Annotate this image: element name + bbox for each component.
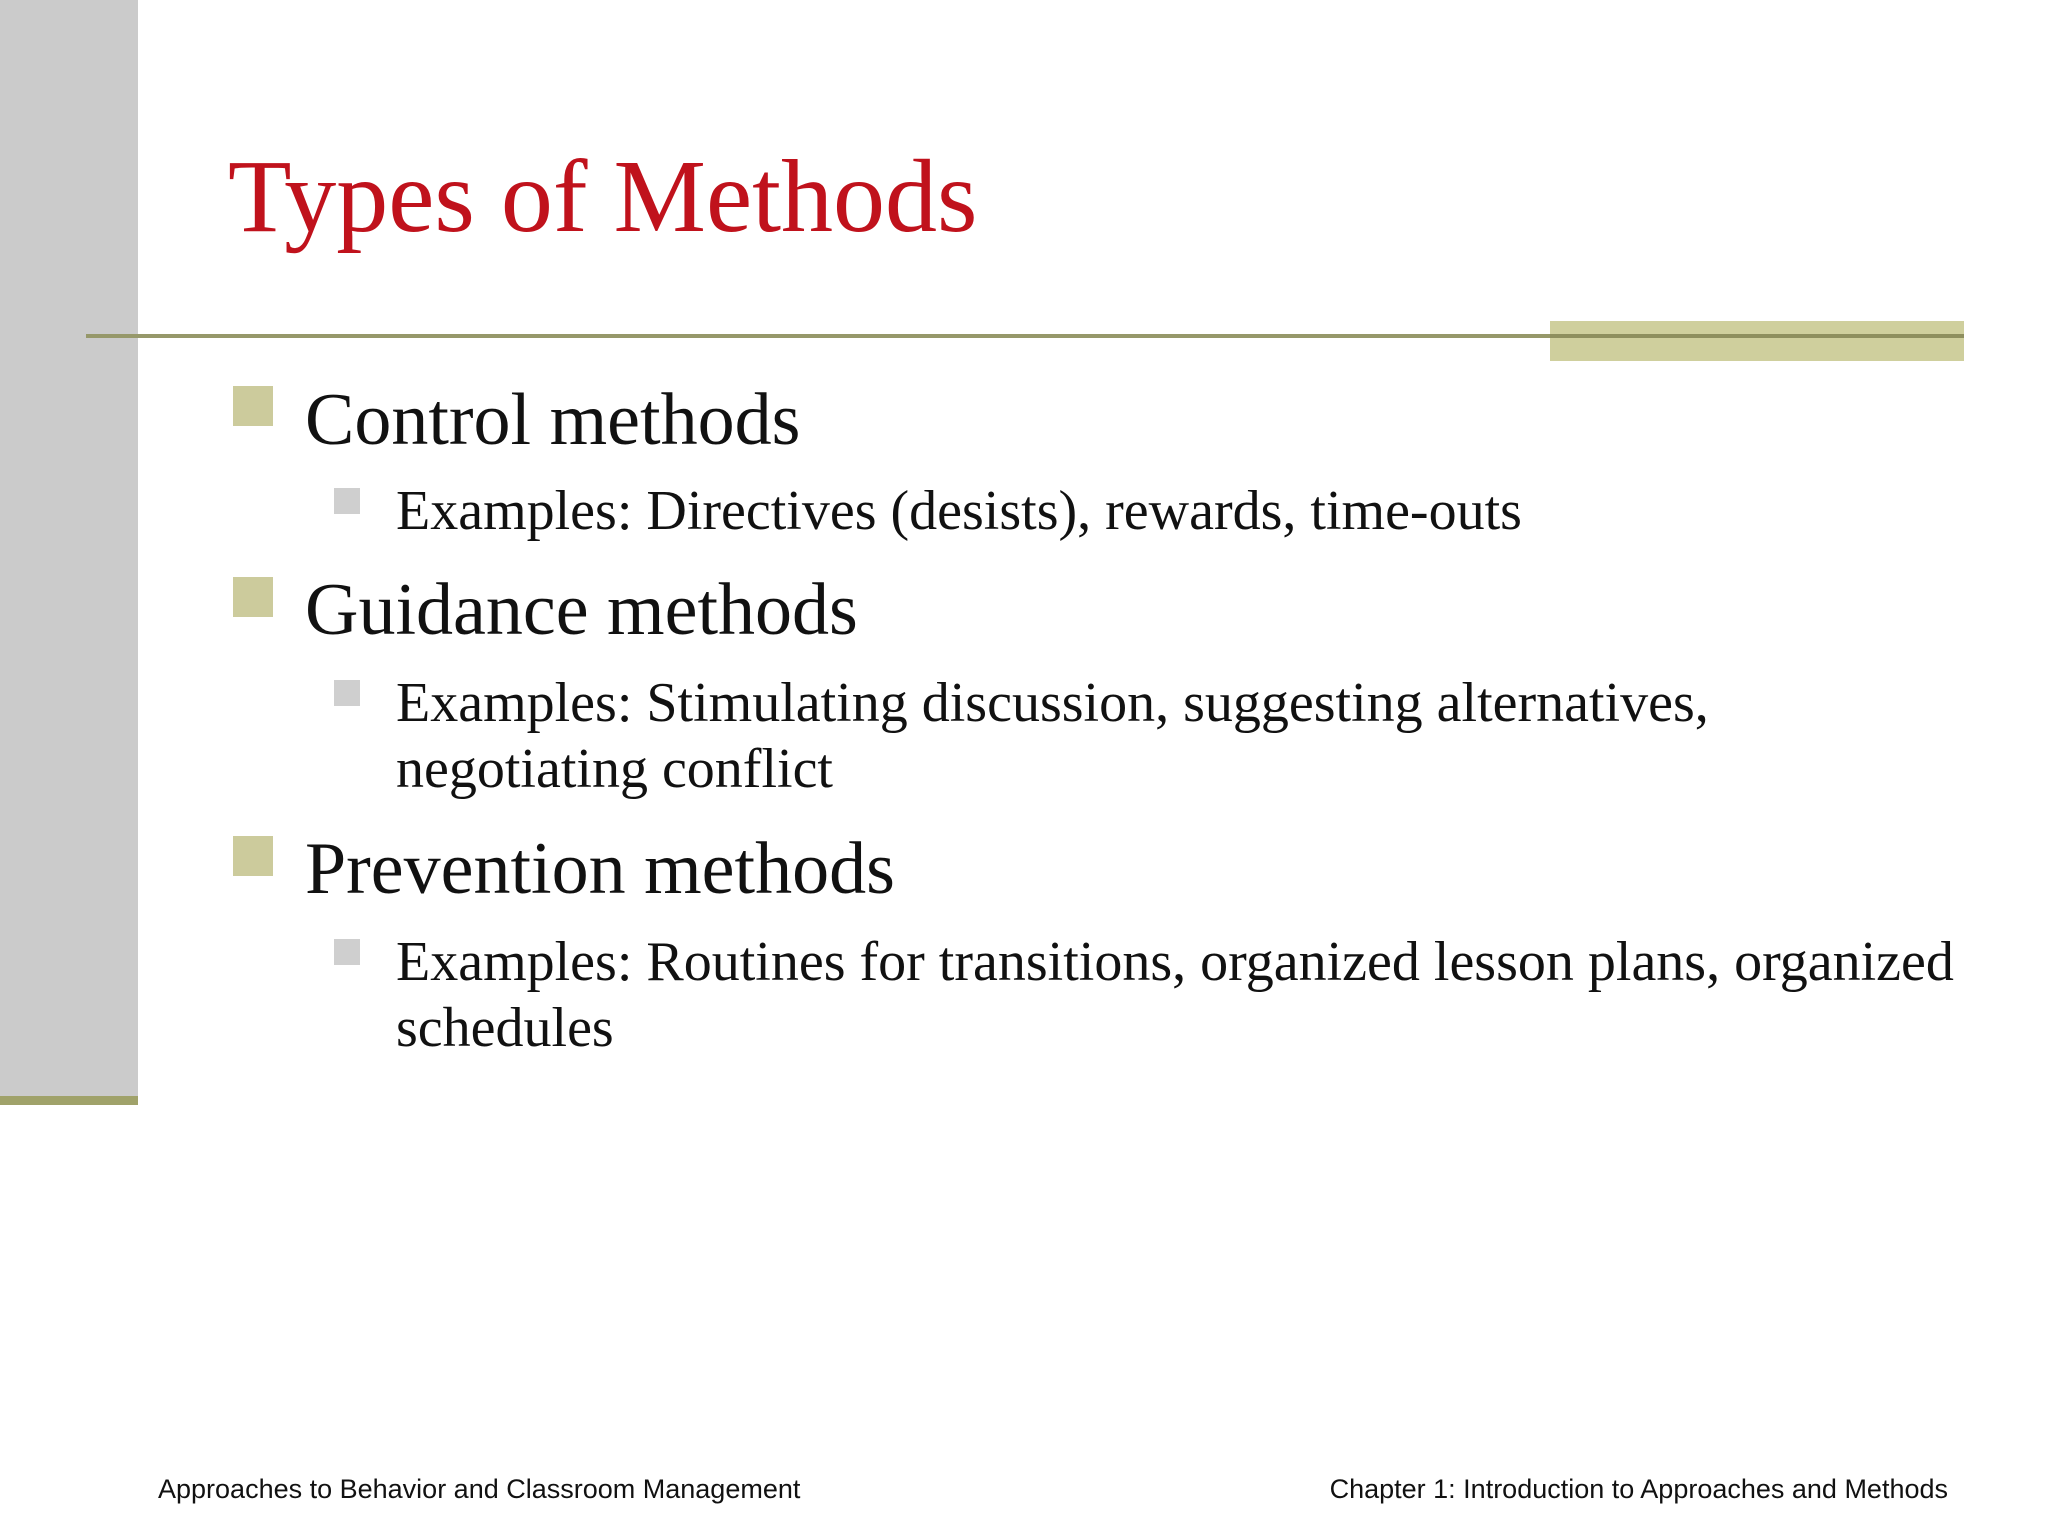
square-bullet-icon [233, 577, 273, 617]
square-bullet-icon [233, 836, 273, 876]
footer-right: Chapter 1: Introduction to Approaches and Methods [1329, 1474, 1948, 1504]
sub-bullet-prevention-examples: Examples: Routines for transitions, organized lesson plans, organized schedules [396, 931, 1954, 1059]
footer-left: Approaches to Behavior and Classroom Management [158, 1474, 801, 1504]
small-square-bullet-icon [334, 939, 360, 965]
square-bullet-icon [233, 386, 273, 426]
bullet-guidance-methods: Guidance methods [305, 569, 858, 651]
bullet-control-methods: Control methods [305, 379, 801, 461]
slide-title: Types of Methods [228, 139, 978, 254]
sub-bullet-control-examples: Examples: Directives (desists), rewards, time-outs [396, 480, 1522, 542]
small-square-bullet-icon [334, 488, 360, 514]
sub-bullet-guidance-examples: Examples: Stimulating discussion, suggesting alternatives, negotiating conflict [396, 672, 1709, 800]
small-square-bullet-icon [334, 680, 360, 706]
bullet-prevention-methods: Prevention methods [305, 828, 895, 910]
